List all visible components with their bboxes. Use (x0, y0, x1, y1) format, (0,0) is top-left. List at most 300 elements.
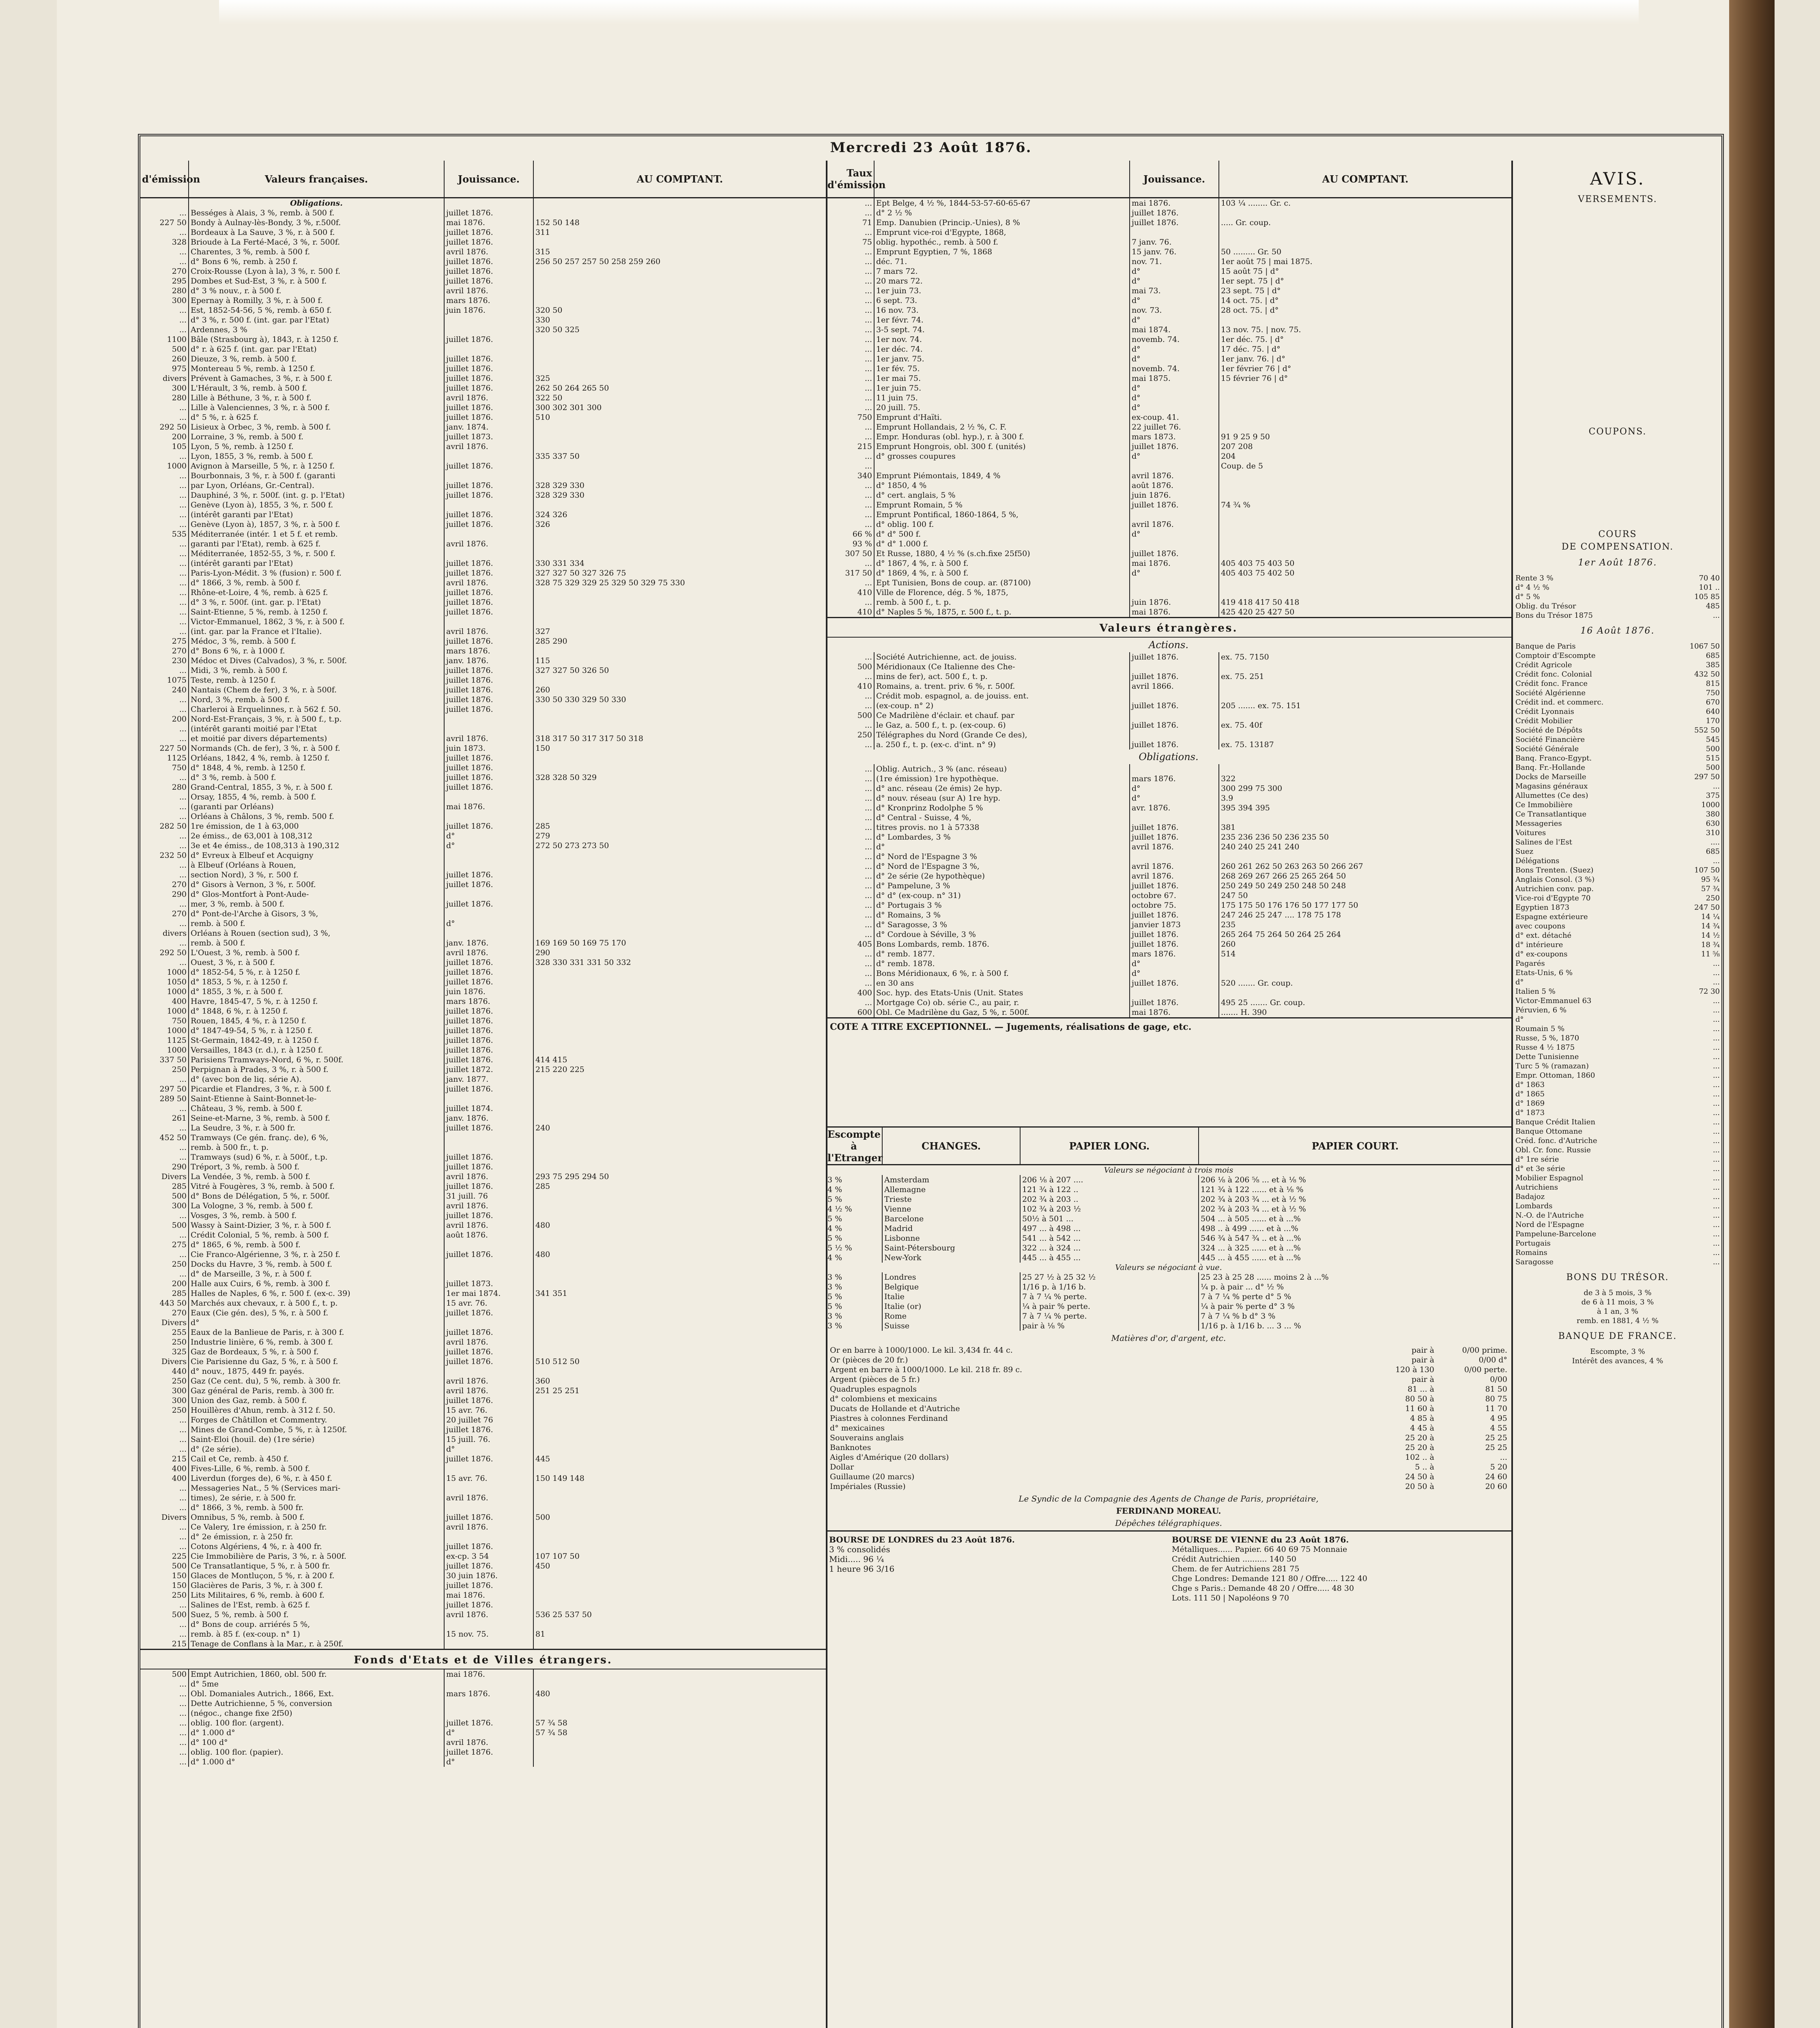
security-name-cell: d° 1850, 4 % (874, 481, 1130, 490)
compensation-row-value: 14 ¾ (1701, 922, 1720, 930)
compensation-row (1511, 1183, 1724, 1192)
french-security-row (140, 1152, 826, 1162)
compensation-row (1511, 602, 1724, 611)
security-name-cell: Paris-Lyon-Médit. 3 % (fusion) r. 500 f. (189, 568, 444, 578)
place-cell: Italie (882, 1292, 1020, 1302)
security-name-cell: d° de Marseille, 3 %, r. à 500 f. (189, 1269, 444, 1279)
jouissance-cell: d° (444, 919, 533, 928)
security-name-cell: Charentes, 3 %, remb. à 500 f. (189, 247, 444, 257)
valeurs-etrangeres-title: Valeurs étrangères. (826, 617, 1511, 638)
emission-cell: ... (826, 832, 874, 842)
security-name-cell: Obl. Domaniales Autrich., 1866, Ext. (189, 1689, 444, 1699)
security-name-cell: Bourbonnais, 3 %, r. à 500 f. (garanti (189, 471, 444, 481)
jouissance-cell: juillet 1876. (444, 568, 533, 578)
compensation-row (1511, 875, 1724, 884)
emission-cell: ... (140, 208, 189, 218)
emission-cell: ... (140, 899, 189, 909)
exchange-row (826, 1224, 1511, 1233)
price-cell: 251 25 251 (535, 1386, 580, 1395)
jouissance-cell (444, 471, 533, 481)
vienna-bourse (1169, 1532, 1511, 1606)
emission-cell: 452 50 (140, 1133, 189, 1143)
price-cell: 81 (535, 1630, 546, 1639)
price-cell (533, 1366, 826, 1376)
security-name-cell: Orléans à Rouen (section sud), 3 %, (189, 928, 444, 938)
metal-range: 102 .. à (1405, 1453, 1434, 1462)
emission-cell: 285 (140, 1182, 189, 1191)
emission-cell: ... (140, 1718, 189, 1728)
emission-cell: ... (826, 364, 874, 374)
security-name-cell: Et Russe, 1880, 4 ½ % (s.ch.fixe 25f50) (874, 549, 1130, 559)
price-cell: 285 (535, 822, 550, 831)
bons-tresor-row: à 1 an, 3 % (1597, 1307, 1638, 1316)
foreign-loan-row (826, 344, 1511, 354)
jouissance-cell: 15 avr. 76. (444, 1405, 533, 1415)
security-name-cell: remb. à 500 f., t. p. (874, 597, 1130, 607)
price-cell: 1er déc. 75. | d° (1221, 335, 1284, 344)
emission-cell: ... (140, 831, 189, 841)
security-name-cell: Liverdun (forges de), 6 %, r. à 450 f. (189, 1474, 444, 1483)
jouissance-cell: octobre 67. (1130, 891, 1219, 900)
metal-range: 20 50 à (1405, 1482, 1434, 1491)
foreign-loan-row (826, 422, 1511, 432)
jouissance-cell (1130, 578, 1219, 588)
jouissance-cell (1130, 662, 1219, 672)
compensation-row-value: ... (1713, 782, 1720, 791)
security-name-cell: Charleroi à Erquelinnes, r. à 562 f. 50. (189, 705, 444, 714)
price-cell (1219, 481, 1511, 490)
emission-cell: 325 (140, 1347, 189, 1357)
french-security-row (140, 1084, 826, 1094)
security-name-cell: d° 2e émission, r. à 250 fr. (189, 1532, 444, 1542)
jouissance-cell: ex-coup. 41. (1130, 412, 1219, 422)
emission-cell: ... (140, 471, 189, 481)
jouissance-cell: avril 1876. (444, 948, 533, 958)
price-cell (533, 899, 826, 909)
emission-cell: 250 (140, 1590, 189, 1600)
security-name-cell: Emprunt Romain, 5 % (874, 500, 1130, 510)
jouissance-cell: mars 1876. (444, 997, 533, 1006)
price-cell (533, 860, 826, 870)
security-name-cell: d° 5me (189, 1679, 444, 1689)
compensation-row-label: Société de Dépôts (1515, 726, 1583, 735)
compensation-row-value: ... (1713, 1015, 1720, 1024)
papier-long-cell: 1/16 p. à 1/16 b. (1020, 1282, 1199, 1292)
emission-cell: 250 (826, 730, 874, 740)
french-security-row (140, 490, 826, 500)
emission-cell: 317 50 (826, 568, 874, 578)
emission-cell: 405 (826, 939, 874, 949)
price-cell (533, 442, 826, 451)
jouissance-cell: juillet 1876. (444, 1016, 533, 1026)
security-name-cell: Lille à Valenciennes, 3 %, r. à 500 f. (189, 403, 444, 412)
price-cell: 57 ¾ 58 (535, 1728, 567, 1737)
vienna-line: Crédit Autrichien .......... 140 50 (1172, 1555, 1296, 1564)
foreign-loan-row (826, 364, 1511, 374)
security-name-cell: Emp. Danubien (Princip.-Unies), 8 % (874, 218, 1130, 228)
emission-cell: 750 (140, 1016, 189, 1026)
place-cell: Saint-Pétersbourg (882, 1243, 1020, 1253)
french-security-row (140, 1483, 826, 1493)
french-security-row (140, 354, 826, 364)
price-cell (533, 1143, 826, 1152)
jouissance-cell: juillet 1872. (444, 1065, 533, 1074)
jouissance-cell: juillet 1876. (444, 636, 533, 646)
jouissance-cell: mai 1876. (1130, 1008, 1219, 1017)
foreign-loan-row (826, 597, 1511, 607)
emission-cell: divers (140, 374, 189, 383)
compensation-row-value: ... (1713, 1118, 1720, 1126)
compensation-row-label: Russe, 5 %, 1870 (1515, 1034, 1579, 1042)
jouissance-cell: juillet 1876. (444, 383, 533, 393)
compensation-row-label: Crédit Lyonnais (1515, 707, 1574, 716)
compensation-row (1511, 996, 1724, 1005)
french-security-row (140, 1405, 826, 1415)
papier-long-cell: 7 à 7 ¼ % perte. (1020, 1311, 1199, 1321)
jouissance-cell: juillet 1876. (444, 899, 533, 909)
banque-france-title: BANQUE DE FRANCE. (1558, 1331, 1677, 1341)
price-cell (533, 296, 826, 305)
jouissance-cell: juillet 1876. (444, 666, 533, 675)
foreign-obligations-table (826, 764, 1511, 1017)
price-cell: 293 75 295 294 50 (535, 1172, 609, 1181)
security-name-cell: Bességes à Alais, 3 %, remb. à 500 f. (189, 208, 444, 218)
emission-cell: ... (140, 1679, 189, 1689)
jouissance-cell (444, 1639, 533, 1649)
price-cell (533, 1201, 826, 1211)
compensation-title: DE COMPENSATION. (1561, 542, 1674, 552)
security-name-cell: 20 juill. 75. (874, 403, 1130, 412)
emission-cell: ... (826, 374, 874, 383)
foreign-loan-row (826, 442, 1511, 451)
jouissance-cell: juillet 1876. (444, 257, 533, 266)
french-security-row (140, 899, 826, 909)
compensation-row-value: ... (1713, 1053, 1720, 1061)
jouissance-cell: juillet 1876. (444, 1152, 533, 1162)
french-security-row (140, 237, 826, 247)
security-name-cell: d° Central - Suisse, 4 %, (874, 813, 1130, 823)
french-security-row (140, 812, 826, 821)
bons-tresor-row: remb. en 1881, 4 ½ % (1577, 1317, 1659, 1325)
security-name-cell: le Gaz, a. 500 f., t. p. (ex-coup. 6) (874, 720, 1130, 730)
jouissance-cell (444, 812, 533, 821)
security-name-cell: Cie Immobilière de Paris, 3 %, r. à 500f. (189, 1551, 444, 1561)
jouissance-cell: juillet 1876. (444, 753, 533, 763)
price-cell (533, 1104, 826, 1113)
emission-cell: 337 50 (140, 1055, 189, 1065)
emission-cell: 295 (140, 276, 189, 286)
exchange-row (826, 1233, 1511, 1243)
emission-cell: 260 (140, 354, 189, 364)
jouissance-cell: avril 1876. (444, 442, 533, 451)
compensation-row-value: ... (1713, 1211, 1720, 1220)
security-name-cell: Empr. Honduras (obl. hyp.), r. à 300 f. (874, 432, 1130, 442)
jouissance-cell: juillet 1876. (444, 782, 533, 792)
emission-cell: ... (826, 510, 874, 520)
compensation-row-label: Egyptien 1873 (1515, 903, 1570, 912)
jouissance-cell: juillet 1873. (444, 432, 533, 442)
security-name-cell: Emprunt vice-roi d'Egypte, 1868, (874, 228, 1130, 237)
security-name-cell: d° (189, 1318, 444, 1328)
emission-cell: ... (826, 315, 874, 325)
price-cell (533, 1191, 826, 1201)
foreign-obligation-row (826, 803, 1511, 813)
security-name-cell: 16 nov. 73. (874, 305, 1130, 315)
jouissance-cell: janv. 1877. (444, 1074, 533, 1084)
jouissance-cell: mai 1876. (1130, 607, 1219, 617)
price-cell (533, 597, 826, 607)
jouissance-cell: 7 janv. 76. (1130, 237, 1219, 247)
papier-long-cell: ¼ à pair % perte. (1020, 1302, 1199, 1311)
papier-long-cell: 445 ... à 455 ... (1020, 1253, 1199, 1263)
foreign-fund-row (140, 1757, 826, 1767)
price-cell (533, 1308, 826, 1318)
price-cell (533, 276, 826, 286)
jouissance-cell: juillet 1876. (444, 520, 533, 529)
compensation-row-label: Bons Trenten. (Suez) (1515, 866, 1594, 874)
emission-cell: ... (140, 1620, 189, 1629)
emission-cell: ... (140, 1152, 189, 1162)
french-security-row (140, 1026, 826, 1035)
metal-range: 5 .. à (1415, 1463, 1434, 1472)
french-security-row (140, 1094, 826, 1104)
london-line-3: 1 heure 96 3/16 (829, 1564, 895, 1574)
french-security-row (140, 870, 826, 880)
jouissance-cell: mars 1876. (444, 296, 533, 305)
french-security-row (140, 422, 826, 432)
compensation-row-value: ... (1713, 1239, 1720, 1248)
jouissance-cell: avril 1876. (444, 1738, 533, 1747)
compensation-row-label: Dette Tunisienne (1515, 1053, 1579, 1061)
emission-cell: ... (140, 597, 189, 607)
emission-cell: ... (826, 998, 874, 1008)
metal-row (830, 1365, 1507, 1375)
emission-cell: 500 (826, 711, 874, 720)
vienna-line: Lots. 111 50 | Napoléons 9 70 (1172, 1594, 1289, 1603)
jouissance-cell: juillet 1876. (444, 1600, 533, 1610)
escompte-cell: 3 % (826, 1311, 882, 1321)
emission-cell: Divers (140, 1512, 189, 1522)
price-cell: 327 327 50 326 50 (535, 666, 609, 675)
french-security-row (140, 948, 826, 958)
jouissance-cell: août 1876. (444, 1230, 533, 1240)
price-cell: 103 ¼ ........ Gr. c. (1221, 199, 1291, 208)
compensation-row (1511, 1005, 1724, 1015)
price-cell (533, 1425, 826, 1435)
compensation-row-value: 750 (1706, 689, 1720, 697)
emission-cell: 300 (140, 383, 189, 393)
jouissance-cell: janv. 1876. (444, 938, 533, 948)
foreign-actions-body (826, 652, 1511, 750)
bons-tresor-row: de 3 à 5 mois, 3 % (1584, 1289, 1652, 1297)
security-name-cell: La Seudre, 3 %, r. à 500 fr. (189, 1123, 444, 1133)
security-name-cell: 3-5 sept. 74. (874, 325, 1130, 335)
price-cell (533, 1483, 826, 1493)
compensation-row (1511, 903, 1724, 912)
french-security-row (140, 685, 826, 695)
price-cell (533, 1396, 826, 1405)
foreign-loan-row (826, 335, 1511, 344)
price-cell (1219, 988, 1511, 998)
papier-long-cell: 50½ à 501 ... (1020, 1214, 1199, 1224)
security-name-cell: (négoc., change fixe 2f50) (189, 1708, 444, 1718)
compensation-row (1511, 611, 1724, 620)
price-cell (533, 1522, 826, 1532)
security-name-cell: Seine-et-Marne, 3 %, remb. à 500 f. (189, 1113, 444, 1123)
price-cell: 328 75 329 329 25 329 50 329 75 330 (535, 578, 685, 587)
jouissance-cell: juillet 1876. (1130, 998, 1219, 1008)
foreign-actions-table (826, 652, 1511, 750)
column-french-securities (140, 161, 827, 2028)
compensation-row-value: 385 (1706, 661, 1720, 669)
jouissance-cell: 31 juill. 76 (444, 1191, 533, 1201)
security-name-cell: Tenage de Conflans à la Mar., r. à 250f. (189, 1639, 444, 1649)
french-security-row (140, 1074, 826, 1084)
jouissance-cell: juillet 1876. (1130, 652, 1219, 662)
metal-row (830, 1384, 1507, 1394)
foreign-fund-row (140, 1747, 826, 1757)
jouissance-cell: avril 1876. (444, 1337, 533, 1347)
emission-cell: ... (826, 422, 874, 432)
foreign-obligation-row (826, 774, 1511, 784)
price-cell: 311 (535, 228, 550, 237)
security-name-cell: d° grosses coupures (874, 451, 1130, 461)
emission-cell: 270 (140, 646, 189, 656)
jouissance-cell: juillet 1876. (444, 588, 533, 597)
price-cell: 395 394 395 (1221, 803, 1270, 812)
security-name-cell: d° Bons 6 %, remb. à 250 f. (189, 257, 444, 266)
price-cell: 510 512 50 (535, 1357, 580, 1366)
jouissance-cell: juillet 1874. (444, 1104, 533, 1113)
security-name-cell: d° remb. 1877. (874, 949, 1130, 959)
emission-cell: 250 (140, 1259, 189, 1269)
compensation-row-label: Saragosse (1515, 1258, 1554, 1266)
french-security-row (140, 1561, 826, 1571)
metal-name: Souverains anglais (830, 1433, 904, 1442)
emission-cell: ... (140, 1211, 189, 1220)
jouissance-cell: mars 1873. (1130, 432, 1219, 442)
metal-rate: 4 95 (1490, 1414, 1507, 1423)
price-cell (533, 880, 826, 889)
jouissance-cell (1130, 852, 1219, 861)
french-security-row (140, 1415, 826, 1425)
compensation-row (1511, 707, 1724, 716)
french-security-row (140, 1035, 826, 1045)
compensation-row-label: Voitures (1515, 829, 1546, 837)
compensation-list-2 (1511, 642, 1724, 1267)
metal-rate: 81 50 (1485, 1385, 1507, 1394)
emission-cell: ... (140, 617, 189, 627)
avis-title: AVIS. (1590, 169, 1645, 189)
price-cell (1219, 681, 1511, 691)
french-security-row (140, 510, 826, 520)
metal-range: 4 85 à (1410, 1414, 1434, 1423)
security-name-cell: d° 1866, 3 %, remb. à 500 fr. (189, 1503, 444, 1512)
emission-cell: 307 50 (826, 549, 874, 559)
foreign-obligation-row (826, 784, 1511, 793)
security-name-cell: Lisieux à Orbec, 3 %, remb. à 500 f. (189, 422, 444, 432)
vue-label-row (826, 1263, 1511, 1272)
emission-cell: 1000 (140, 967, 189, 977)
price-cell: 91 9 25 9 50 (1221, 432, 1270, 441)
emission-cell: 443 50 (140, 1298, 189, 1308)
jouissance-cell: avril 1876. (1130, 861, 1219, 871)
compensation-row (1511, 856, 1724, 866)
compensation-row-value: 72 30 (1699, 987, 1720, 996)
jouissance-cell (444, 909, 533, 919)
place-cell: Suisse (882, 1321, 1020, 1331)
security-name-cell: en 30 ans (874, 978, 1130, 988)
french-security-row (140, 1133, 826, 1143)
compensation-row (1511, 800, 1724, 810)
emission-cell: ... (140, 1689, 189, 1699)
compensation-row-label: Autrichiens (1515, 1183, 1558, 1192)
jouissance-cell (1130, 730, 1219, 740)
security-name-cell: Picardie et Flandres, 3 %, r. à 500 f. (189, 1084, 444, 1094)
compensation-row-label: Crédit ind. et commerc. (1515, 698, 1604, 707)
jouissance-cell: juillet 1876. (444, 1211, 533, 1220)
compensation-row (1511, 688, 1724, 698)
emission-cell: 400 (140, 1464, 189, 1474)
emission-cell: ... (826, 930, 874, 939)
compensation-row (1511, 968, 1724, 977)
emission-cell: ... (140, 1757, 189, 1767)
compensation-row-label: Etats-Unis, 6 % (1515, 969, 1573, 977)
price-cell (1219, 969, 1511, 978)
papier-court-cell: 504 ... à 505 ...... et à ...% (1201, 1214, 1301, 1223)
compensation-row-label: Nord de l'Espagne (1515, 1220, 1584, 1229)
compensation-row-label: Mobilier Espagnol (1515, 1174, 1584, 1182)
jouissance-cell: juillet 1876. (444, 461, 533, 471)
metal-rate: 20 60 (1485, 1482, 1507, 1491)
compensation-row-label: Société Générale (1515, 745, 1579, 753)
compensation-row (1511, 1211, 1724, 1220)
compensation-row-label: Italien 5 % (1515, 987, 1556, 996)
compensation-row-value: ... (1713, 997, 1720, 1005)
security-name-cell: d° Nord de l'Espagne 3 %, (874, 861, 1130, 871)
price-cell: 285 (535, 1182, 550, 1191)
foreign-loan-row (826, 500, 1511, 510)
compensation-row-value: ... (1713, 1127, 1720, 1136)
security-name-cell: Rhône-et-Loire, 4 %, remb. à 625 f. (189, 588, 444, 597)
security-name-cell: Fives-Lille, 6 %, remb. à 500 f. (189, 1464, 444, 1474)
emission-cell: ... (140, 315, 189, 325)
emission-cell: ... (140, 568, 189, 578)
security-name-cell: à Elbeuf (Orléans à Rouen, (189, 860, 444, 870)
security-name-cell: d° 1867, 4 %, r. à 500 f. (874, 559, 1130, 568)
compensation-row (1511, 744, 1724, 754)
metal-name: Impériales (Russie) (830, 1482, 906, 1491)
emission-cell: divers (140, 928, 189, 938)
price-cell (533, 1211, 826, 1220)
price-cell (533, 549, 826, 559)
papier-long-cell: 102 ¾ à 203 ½ (1020, 1204, 1199, 1214)
papier-court-cell: 202 ¾ à 203 ¾ ... et à ½ % (1201, 1205, 1306, 1214)
price-cell (1219, 383, 1511, 393)
emission-cell: ... (140, 1143, 189, 1152)
security-name-cell: Normands (Ch. de fer), 3 %, r. à 500 f. (189, 743, 444, 753)
price-cell (1219, 578, 1511, 588)
french-security-row (140, 734, 826, 743)
compensation-row-value: ... (1713, 1230, 1720, 1238)
papier-long-cell: 121 ¾ à 122 .. (1020, 1185, 1199, 1194)
french-security-row (140, 1250, 826, 1259)
security-name-cell: Montereau 5 %, remb. à 1250 f. (189, 364, 444, 374)
jouissance-cell (444, 1699, 533, 1708)
emission-cell: ... (826, 490, 874, 500)
security-name-cell: Perpignan à Prades, 3 %, r. à 500 f. (189, 1065, 444, 1074)
jouissance-cell: juillet 1876. (444, 977, 533, 987)
